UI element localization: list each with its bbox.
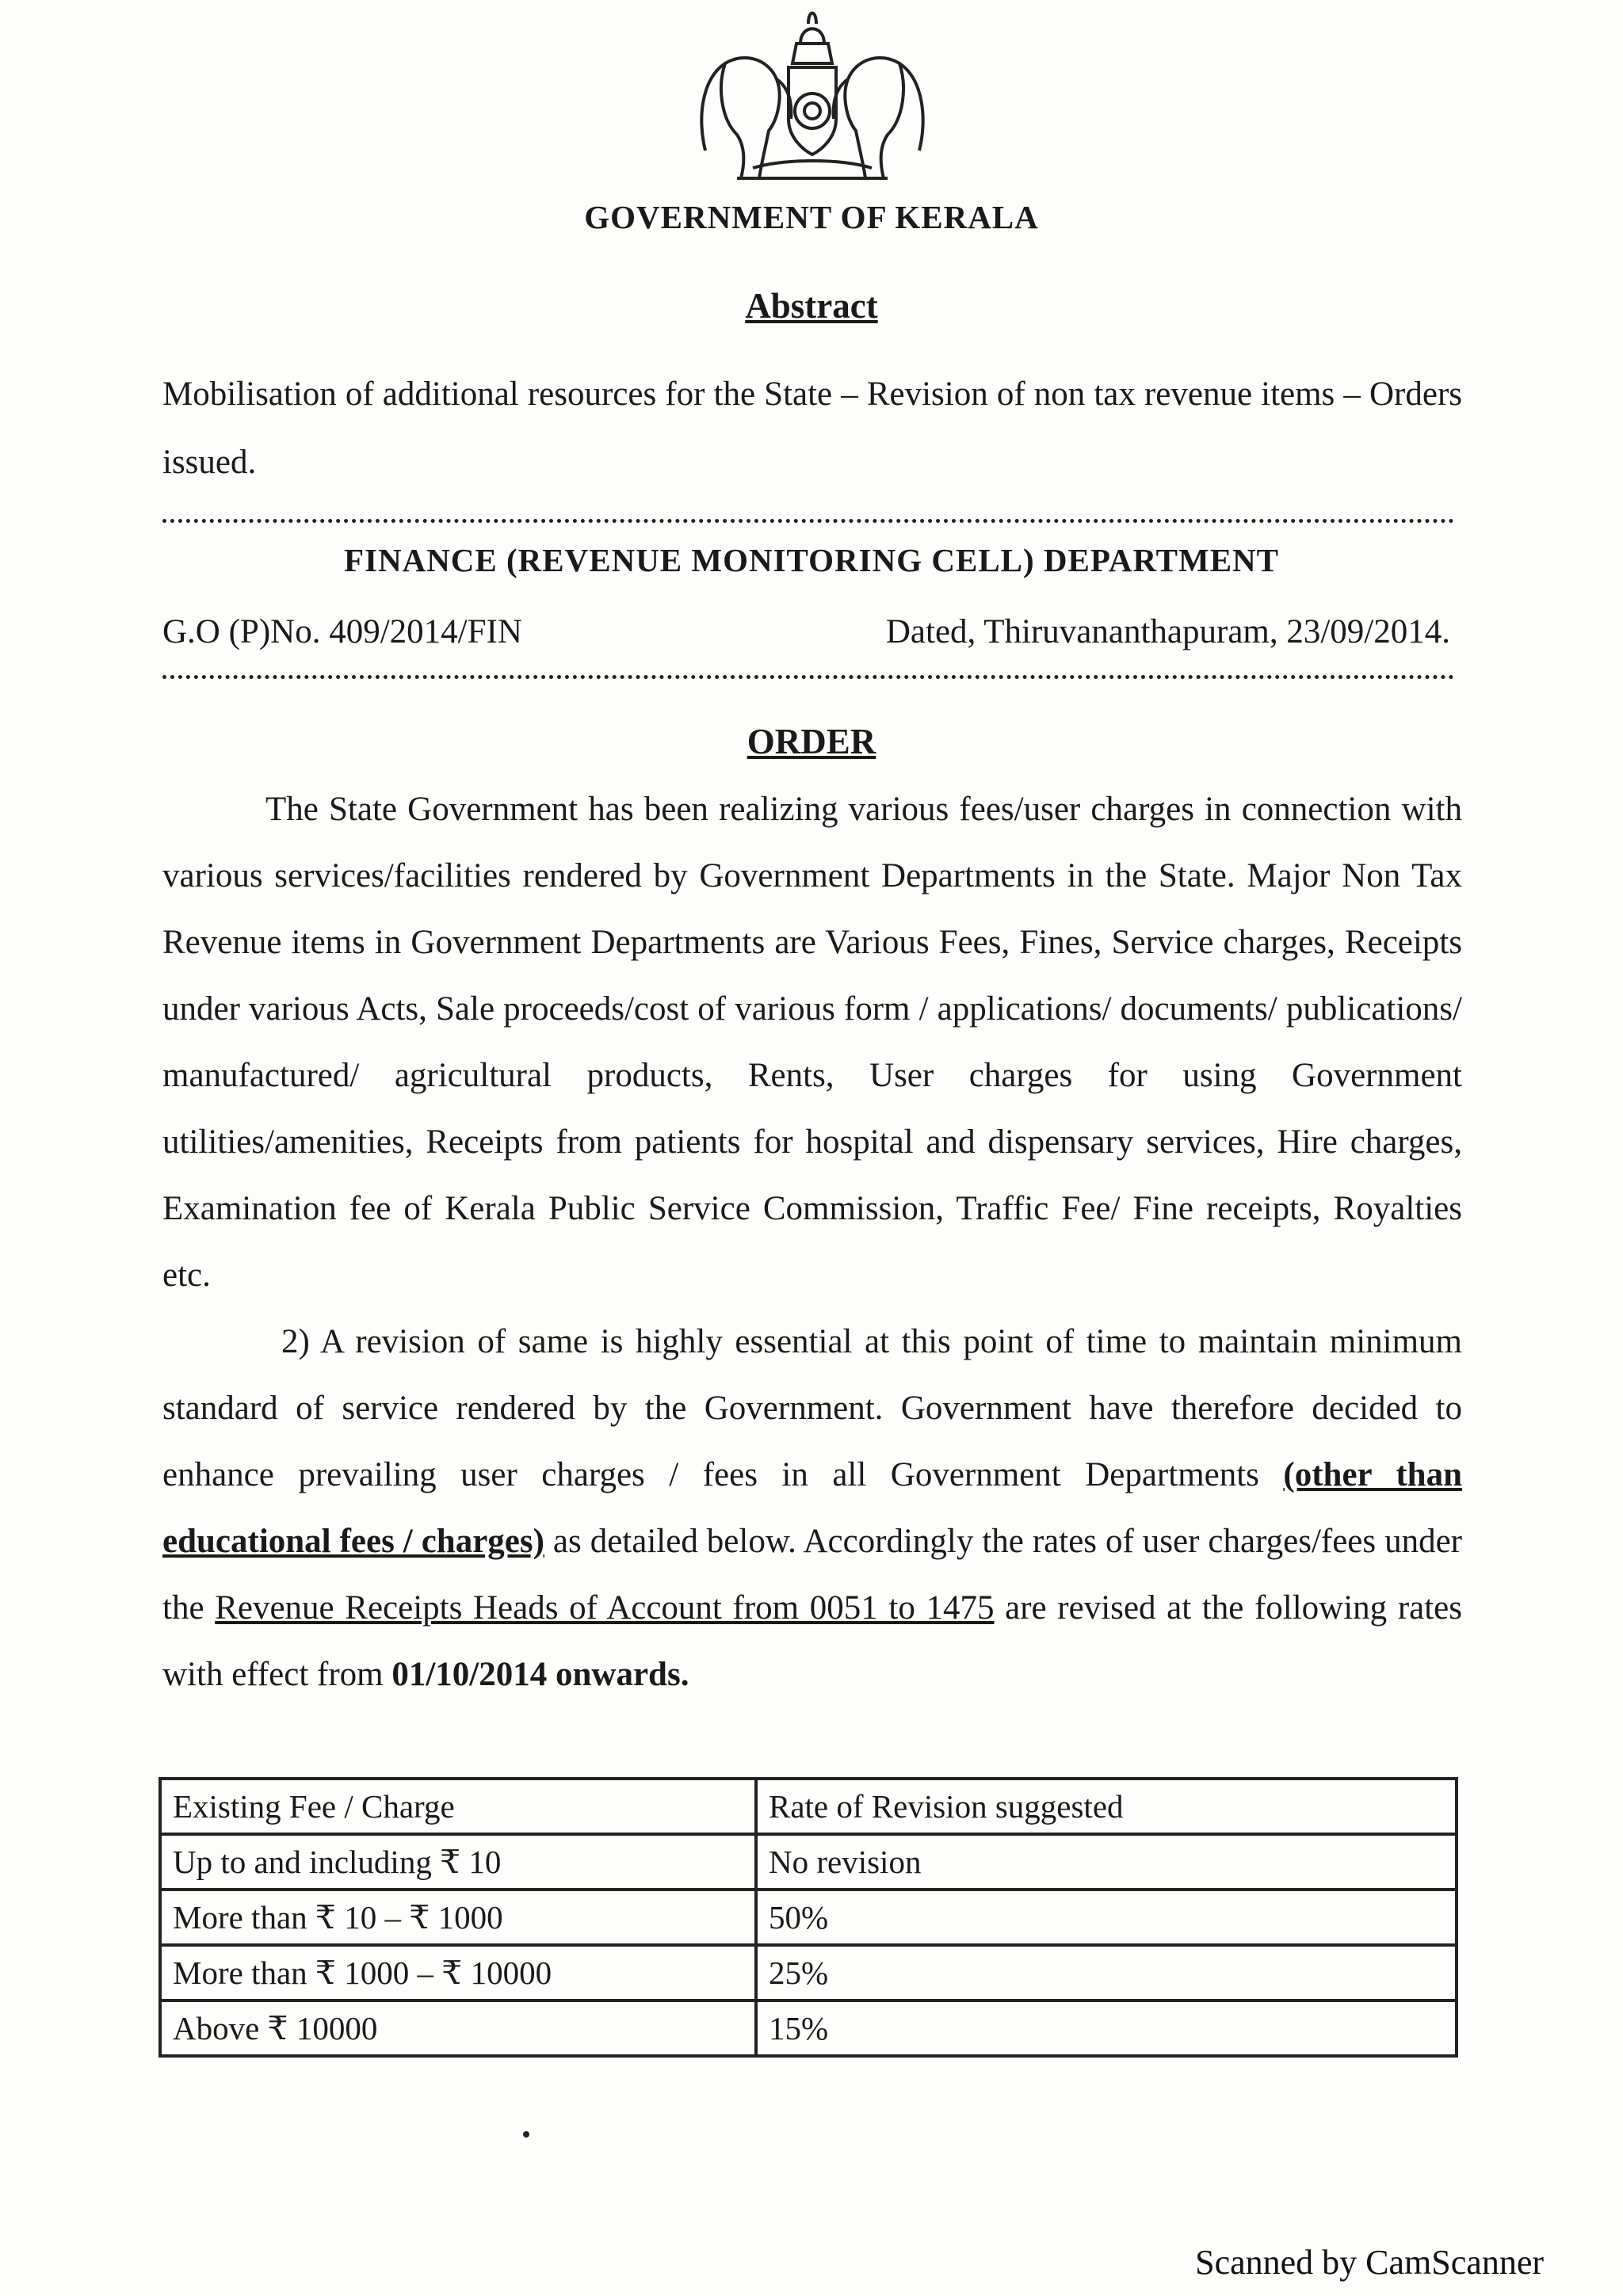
order-paragraph-1: The State Government has been realizing various fees/user charges in connection with various services/facilities rendered by Government Departments in the State. Major Non Tax Revenue items in Government Departments are Various Fees, Fines, Service charges, Receipts under various Acts, Sale proceeds/cost of various form / applications/ documents/ publications/ manufactured/ agricultural products, Rents, User charges for using Government utilities/amenities, Receipts from patients for hospital and dispensary services, Hire charges, Examination fee of Kerala Public Service Commission, Traffic Fee/ Fine receipts, Royalties etc.	[162, 791, 1462, 1294]
educational-fees-exclusion: (other than educational fees / charges)	[162, 1456, 1462, 1560]
table-header: Rate of Revision suggested	[756, 1779, 1457, 1834]
order-date: Dated, Thiruvananthapuram, 23/09/2014.	[885, 613, 1450, 650]
table-cell: Above ₹ 10000	[160, 2000, 756, 2056]
revenue-heads-reference: Revenue Receipts Heads of Account from 0051 to 1475	[215, 1589, 995, 1627]
para2-tail: are revised at the following rates with effect from	[162, 1589, 1463, 1693]
table-header-row	[160, 1779, 1457, 1834]
abstract-heading: Abstract	[745, 286, 878, 326]
table-cell: 50%	[756, 1890, 1457, 1945]
table-row	[160, 1945, 1457, 2000]
para2-middle: as detailed below. Accordingly the rates of user charges/fees under the	[162, 1523, 1462, 1627]
effective-date: 01/10/2014 onwards.	[391, 1656, 689, 1693]
revision-rate-table	[158, 1777, 1458, 2058]
kerala-state-emblem	[689, 0, 935, 194]
go-number: G.O (P)No. 409/2014/FIN	[162, 613, 522, 650]
table-cell: 25%	[756, 1945, 1457, 2000]
table-cell: More than ₹ 1000 – ₹ 10000	[160, 1945, 756, 2000]
table-row	[160, 1890, 1457, 1945]
order-heading: ORDER	[747, 722, 876, 761]
table-header: Existing Fee / Charge	[160, 1779, 756, 1834]
table-row	[160, 1834, 1457, 1890]
table-cell: More than ₹ 10 – ₹ 1000	[160, 1890, 756, 1945]
table-row	[160, 2000, 1457, 2056]
stray-dot	[523, 2131, 529, 2138]
para2-lead: 2) A revision of same is highly essential at this point of time to maintain minimum standard of service rendered by the Government. Government have therefore decided to enhance prevailing user charges / fees in all Government Departments	[162, 1323, 1462, 1493]
government-title: GOVERNMENT OF KERALA	[584, 199, 1039, 235]
table-cell: Up to and including ₹ 10	[160, 1834, 756, 1890]
table-cell: 15%	[756, 2000, 1457, 2056]
separator-top	[162, 519, 1454, 523]
scanner-watermark: Scanned by CamScanner	[1195, 2243, 1544, 2282]
table-cell: No revision	[756, 1834, 1457, 1890]
order-paragraph-2	[162, 1309, 1462, 1708]
subject-line: Mobilisation of additional resources for the State – Revision of non tax revenue items – Orders issued.	[162, 376, 1462, 481]
separator-bottom	[162, 675, 1454, 679]
department-name: FINANCE (REVENUE MONITORING CELL) DEPARTMENT	[343, 542, 1279, 578]
